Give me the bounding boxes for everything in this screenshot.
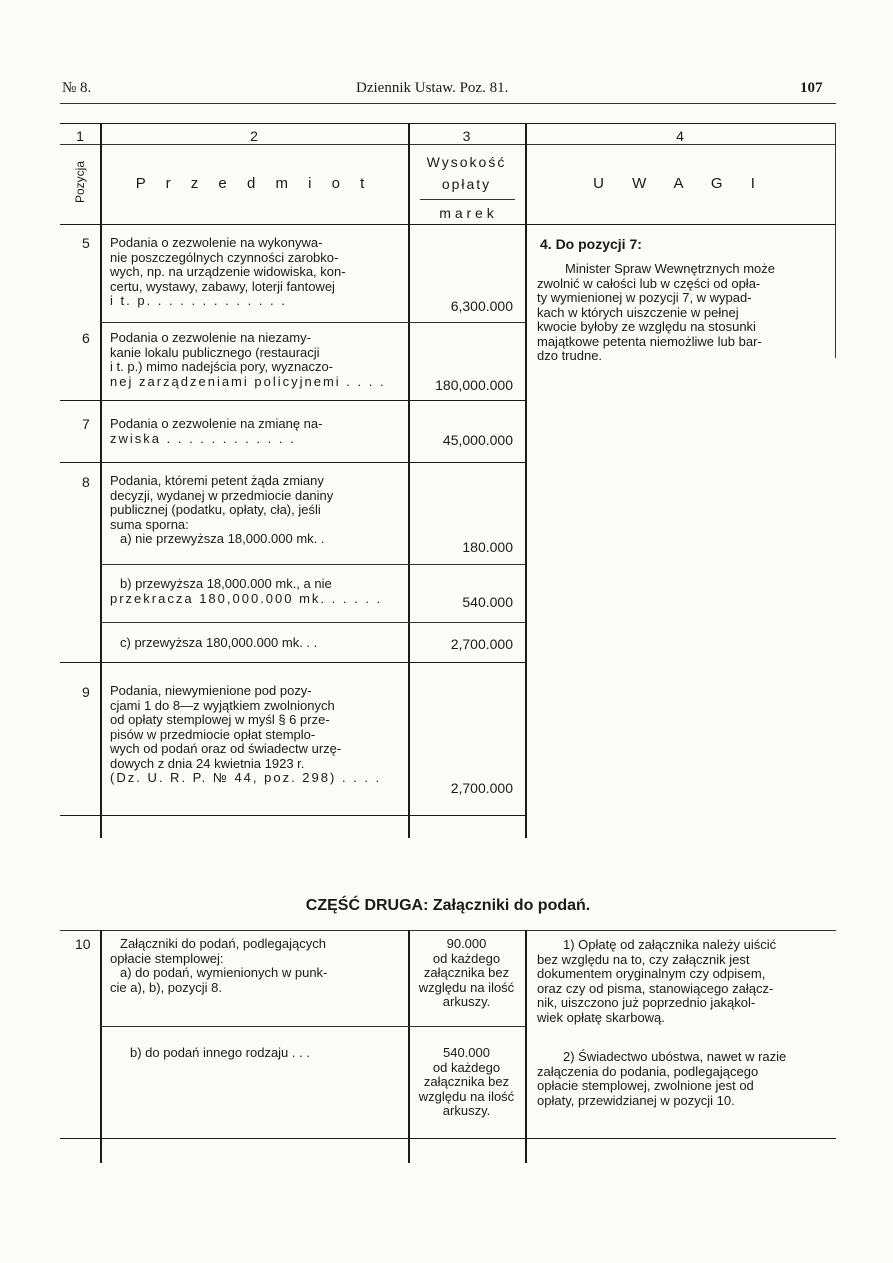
journal-number: № 8. xyxy=(62,80,92,96)
row-8-subject: Podania, któremi petent żąda zmiany decyzji, wydanej w przedmiocie daniny publicznej (podatku, opłaty, cła), jeśli suma sporna: a) nie przewyższa 18,000.000 mk. . xyxy=(110,473,334,546)
row-10-note-1: 1) Opłatę od załącznika należy uiścić bez względu na to, czy załącznik jest dokumentem oryginalnym czy odpisem, oraz czy od pisma, stanowiącego załącz- nik, uiszczono już poprzednio jakąkol- wiek opłatę skarbową. xyxy=(537,937,777,1025)
row-10-rule xyxy=(60,1138,836,1139)
row-7-subject: Podania o zezwolenie na zmianę na- zwiska . . . . . . . . . . . . xyxy=(110,416,323,446)
row-10-position: 10 xyxy=(75,936,91,952)
row-10b-subject: b) do podań innego rodzaju . . . xyxy=(130,1045,310,1060)
column-label-remarks: U W A G I xyxy=(593,175,767,192)
row-8c-fee: 2,700.000 xyxy=(450,636,513,652)
part-two-top-rule xyxy=(60,930,836,931)
col-divider-3 xyxy=(525,123,527,838)
row-9-fee: 2,700.000 xyxy=(450,780,513,796)
page-number: 107 xyxy=(800,80,823,96)
column-label-subject: P r z e d m i o t xyxy=(135,175,373,192)
colnum-rule xyxy=(60,144,836,145)
col-divider-1 xyxy=(100,123,102,838)
row-5-position: 5 xyxy=(82,235,90,251)
col-number-4: 4 xyxy=(676,128,684,144)
row-6-position: 6 xyxy=(82,330,90,346)
col-number-3: 3 xyxy=(462,128,471,144)
column-label-fee-2: opłaty xyxy=(441,176,492,192)
row-10a-fee: 90.000 od każdego załącznika bez względu na ilość arkuszy. xyxy=(418,936,515,1009)
table-right-edge xyxy=(835,123,836,358)
row-10-note-2: 2) Świadectwo ubóstwa, nawet w razie załączenia do podania, podlegającego opłacie stemplowej, zwolnione jest od opłaty, przewidzianej w pozycji 10. xyxy=(537,1049,787,1108)
header-rule xyxy=(60,103,836,104)
row-10a-rule xyxy=(100,1026,525,1027)
col-number-1: 1 xyxy=(76,128,84,144)
remarks-text: Minister Spraw Wewnętrznych może zwolnić w całości lub w części od opła- ty wymienionej w pozycji 7, w wypad- kach w których uiszczenie w pełnej kwocie byłoby ze względu na stosunki majątkowe petenta niemożliwe lub bar- dzo trudne. xyxy=(537,261,775,363)
row-8b-subject: b) przewyższa 18,000.000 mk., a nie przekracza 180,000.000 mk. . . . . . xyxy=(110,576,383,606)
column-label-fee-1: Wysokość xyxy=(426,154,507,170)
col-divider-2 xyxy=(408,123,410,838)
table-top-rule xyxy=(60,123,836,124)
row-5-subject: Podania o zezwolenie na wykonywa- nie poszczególnych czynności zarobko- wych, np. na urządzenie widowiska, kon- certu, wystawy, zabawy, loterji fantowej i t. p. . . . . . . . . . . . . xyxy=(110,235,346,308)
row-8b-fee: 540.000 xyxy=(462,594,513,610)
row-10b-fee: 540.000 od każdego załącznika bez względu na ilość arkuszy. xyxy=(418,1045,515,1118)
row-5-rule xyxy=(100,322,525,323)
row-7-rule xyxy=(60,462,525,463)
column-label-position: Pozycja xyxy=(73,160,87,204)
row-8a-rule xyxy=(100,564,525,565)
row-6-rule xyxy=(60,400,525,401)
row-6-fee: 180,000.000 xyxy=(435,377,513,393)
row-8b-rule xyxy=(100,622,525,623)
header-bottom-rule xyxy=(60,224,836,225)
row-9-position: 9 xyxy=(82,684,90,700)
row-7-fee: 45,000.000 xyxy=(442,432,513,448)
row-8-position: 8 xyxy=(82,474,90,490)
remarks-heading: 4. Do pozycji 7: xyxy=(540,236,642,252)
row-5-fee: 6,300.000 xyxy=(450,298,513,314)
row-8c-subject: c) przewyższa 180,000.000 mk. . . xyxy=(120,635,318,650)
col-number-2: 2 xyxy=(250,128,258,144)
part-two-col-divider-3 xyxy=(525,930,527,1163)
row-6-subject: Podania o zezwolenie na niezamy- kanie lokalu publicznego (restauracji i t. p.) mimo nadejścia pory, wyznaczo- nej zarządzeniami policyjnemi . . . . xyxy=(110,330,386,389)
part-two-col-divider-1 xyxy=(100,930,102,1163)
row-7-position: 7 xyxy=(82,416,90,432)
row-10a-subject: Załączniki do podań, podlegających opłacie stemplowej: a) do podań, wymienionych w punk- cie a), b), pozycji 8. xyxy=(110,936,328,995)
row-9-rule xyxy=(60,815,525,816)
column-label-fee-3: m a r e k xyxy=(439,205,494,221)
row-8a-fee: 180.000 xyxy=(462,539,513,555)
part-two-title: CZĘŚĆ DRUGA: Załączniki do podań. xyxy=(305,897,591,914)
journal-title: Dziennik Ustaw. Poz. 81. xyxy=(356,80,509,96)
row-8-rule xyxy=(60,662,525,663)
fee-label-rule xyxy=(420,199,515,200)
row-9-subject: Podania, niewymienione pod pozy- cjami 1 do 8—z wyjątkiem zwolnionych od opłaty stemplowej w myśl § 6 prze- pisów w przedmiocie opłat stemplo- wych od podań oraz od świadectw urzę- dowych z dnia 24 kwietnia 1923 r. (Dz. U. R. P. № 44, poz. 298) . . . . xyxy=(110,683,382,785)
